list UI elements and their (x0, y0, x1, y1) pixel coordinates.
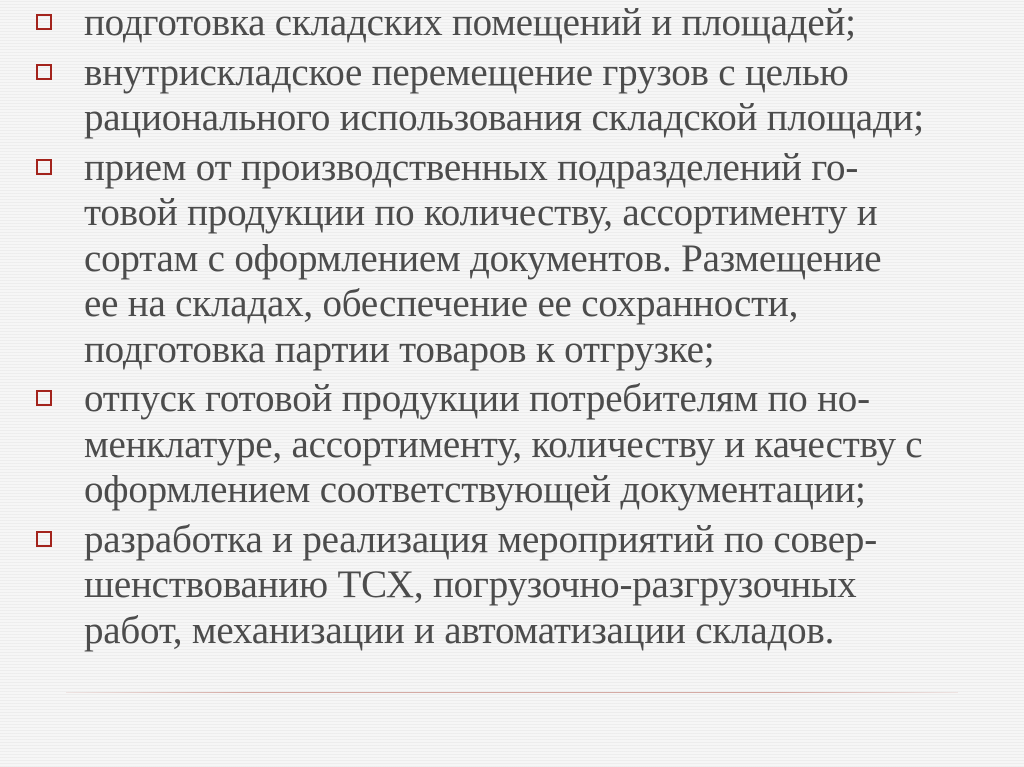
bullet-text-line: менклатуре, ассортименту, количеству и качеству с (84, 422, 923, 466)
bullet-list (34, 0, 1014, 657)
bullet-text-line: разработка и реализация мероприятий по совер- (84, 517, 877, 561)
bullet-text-line: подготовка складских помещений и площадей; (84, 1, 856, 44)
square-bullet-icon (36, 159, 52, 175)
bullet-text-line: шенствованию ТСХ, погрузочно-разгрузочных (84, 563, 857, 606)
bullet-text-line: работ, механизации и автоматизации складов. (84, 608, 835, 652)
bullet-item (34, 50, 1014, 141)
bullet-text-line: ее на складах, обеспечение ее сохранности, (84, 282, 799, 325)
bullet-text-line: прием от производственных подразделений го- (84, 145, 859, 189)
square-bullet-icon (36, 390, 52, 406)
bullet-item (34, 376, 1014, 513)
bullet-text-line: внутрискладское перемещение грузов с целью (84, 50, 849, 94)
footer-divider (66, 692, 958, 693)
bullet-item (34, 0, 1014, 46)
bullet-item (34, 145, 1014, 373)
square-bullet-icon (36, 531, 52, 547)
bullet-text-line: подготовка партии товаров к отгрузке; (84, 327, 715, 371)
bullet-item (34, 517, 1014, 654)
square-bullet-icon (36, 14, 52, 30)
bullet-text-line: рационального использования складской площади; (84, 96, 924, 139)
bullet-text-line: оформлением соответствующей документации; (84, 468, 866, 511)
bullet-text-line: товой продукции по количеству, ассортименту и (84, 191, 878, 234)
square-bullet-icon (36, 64, 52, 80)
bullet-text-line: отпуск готовой продукции потребителям по но- (84, 377, 870, 420)
bullet-text-line: сортам с оформлением документов. Размещение (84, 236, 882, 280)
